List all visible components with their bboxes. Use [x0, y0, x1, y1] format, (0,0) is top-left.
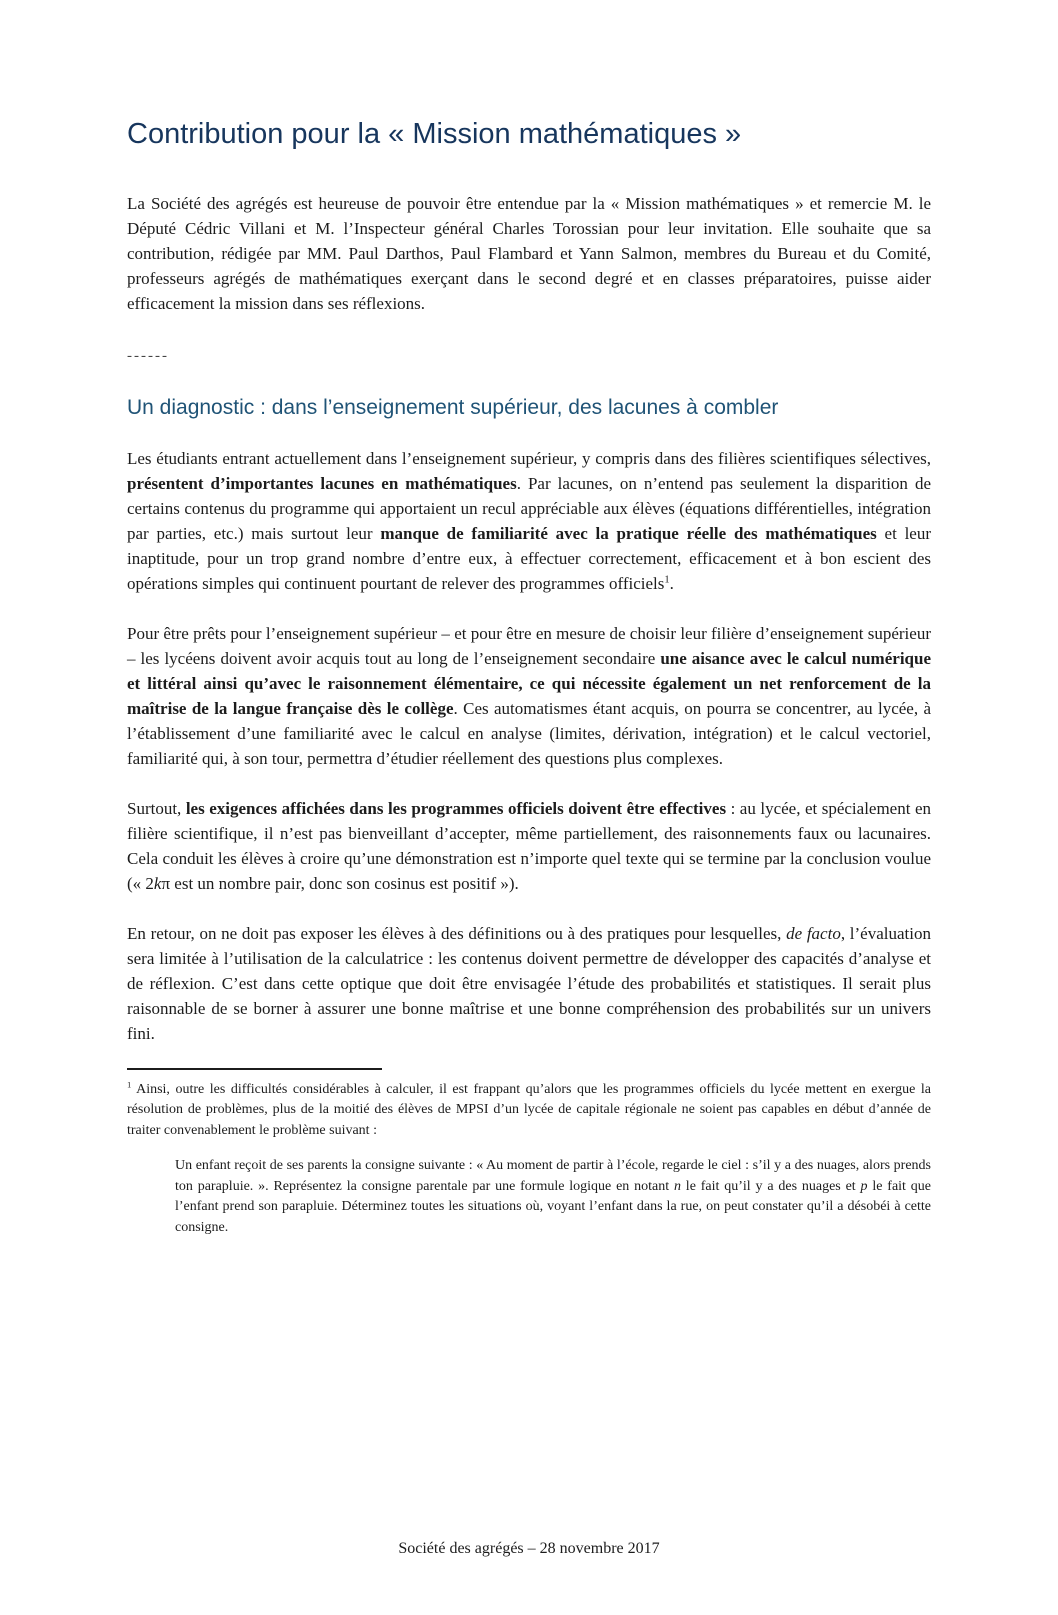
page-footer: Société des agrégés – 28 novembre 2017 — [398, 1540, 660, 1557]
section-heading: Un diagnostic : dans l’enseignement supérieur, des lacunes à combler — [127, 396, 779, 420]
paragraph-lycee-prerequis: Pour être prêts pour l’enseignement supérieur – et pour être en mesure de choisir leur filière d’enseignement supérieur – les lycéens doivent avoir acquis tout au long de l’enseignement secondaire une aisance avec le calcul numérique et littéral ainsi qu’avec le raisonnement élémentaire, ce qui nécessite également un net renforcement de la maîtrise de la langue française dès le collège. Ces automatismes étant acquis, on pourra se concentrer, au lycée, à l’établissement d’une familiarité avec le calcul en analyse (limites, dérivation, intégration) et le calcul vectoriel, familiarité qui, à son tour, permettra d’étudier réellement des questions plus complexes. — [127, 623, 931, 768]
footnote-area — [127, 1068, 931, 1239]
footnote-separator-line — [127, 1068, 382, 1070]
paragraph-calculatrice: En retour, on ne doit pas exposer les élèves à des définitions ou à des pratiques pour lesquelles, de facto, l’évaluation sera limitée à l’utilisation de la calculatrice : les contenus doivent permettre de développer des capacités d’analyse et de réflexion. C’est dans cette optique que doit être envisagée l’étude des probabilités et statistiques. Il serait plus raisonnable de se borner à assurer une bonne maîtrise et une bonne compréhension des probabilités sur un univers fini. — [127, 923, 931, 1043]
page-title: Contribution pour la « Mission mathématiques » — [127, 118, 742, 150]
paragraph-diagnostic: Les étudiants entrant actuellement dans l’enseignement supérieur, y compris dans des filières scientifiques sélectives, présentent d’importantes lacunes en mathématiques. Par lacunes, on n’entend pas seulement la disparition de certains contenus du programme qui apportaient un recul appréciable aux élèves (équations différentielles, intégration par parties, etc.) mais surtout leur manque de familiarité avec la pratique réelle des mathématiques et leur inaptitude, pour un trop grand nombre d’entre eux, à effectuer correctement, efficacement et à bon escient des opérations simples qui continuent pourtant de relever des programmes officiels$^1$. — [127, 448, 931, 593]
document-page — [0, 118, 1058, 1615]
separator-dashes: ------ — [127, 348, 169, 365]
paragraph-exigences: Surtout, les exigences affichées dans les programmes officiels doivent être effectives : au lycée, et spécialement en filière scientifique, il n’est pas bienveillant d’accepter, même partiellement, des raisonnements faux ou lacunaires. Cela conduit les élèves à croire qu’une démonstration est n’importe quel texte qui se termine par la conclusion voulue (« 2kπ est un nombre pair, donc son cosinus est positif »). — [127, 798, 931, 893]
intro-paragraph: La Société des agrégés est heureuse de pouvoir être entendue par la « Mission mathématiques » et remercie M. le Député Cédric Villani et M. l’Inspecteur général Charles Torossian pour leur invitation. Elle souhaite que sa contribution, rédigée par MM. Paul Darthos, Paul Flambard et Yann Salmon, membres du Bureau et du Comité, professeurs agrégés de mathématiques exerçant dans le second degré et en classes préparatoires, puisse aider efficacement la mission dans ses réflexions. — [127, 194, 931, 314]
footnote-text: $^1$ Ainsi, outre les difficultés considérables à calculer, il est frappant qu’alors que les programmes officiels du lycée mettent en exergue la résolution de problèmes, plus de la moitié des élèves de MPSI d’un lycée de capitale régionale ne soient pas capables en début d’année de traiter convenablement le problème suivant : — [127, 1078, 931, 1138]
footnote-quote: Un enfant reçoit de ses parents la consigne suivante : « Au moment de partir à l’école, regarde le ciel : s’il y a des nuages, alors prends ton parapluie. ». Représentez la consigne parentale par une formule logique en notant n le fait qu’il y a des nuages et p le fait que l’enfant prend son parapluie. Déterminez toutes les situations où, voyant l’enfant dans la rue, on peut constater qu’il a désobéi à cette consigne. — [175, 1158, 931, 1235]
